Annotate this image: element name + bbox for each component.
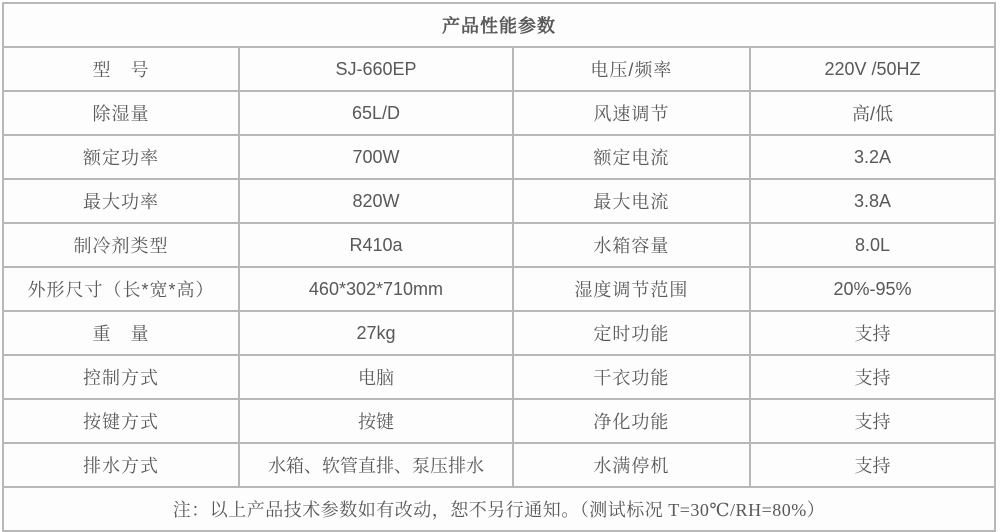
spec-label-max-current: 最大电流: [513, 179, 750, 223]
table-row: [3, 135, 995, 179]
table-row: [3, 47, 995, 91]
table-row: [3, 443, 995, 487]
table-row: [3, 355, 995, 399]
spec-label-timer-function: 定时功能: [513, 311, 750, 355]
spec-value-full-tank-stop: 支持: [750, 443, 995, 487]
spec-value-max-current: 3.8A: [750, 179, 995, 223]
table-row: [3, 399, 995, 443]
spec-label-purify-function: 净化功能: [513, 399, 750, 443]
spec-label-full-tank-stop: 水满停机: [513, 443, 750, 487]
spec-value-dry-clothes-function: 支持: [750, 355, 995, 399]
spec-value-tank-capacity: 8.0L: [750, 223, 995, 267]
spec-label-model: 型 号: [3, 47, 239, 91]
spec-value-rated-current: 3.2A: [750, 135, 995, 179]
spec-value-control-method: 电脑: [239, 355, 513, 399]
footer-note: 注：以上产品技术参数如有改动，恕不另行通知。（测试标况 T=30℃/RH=80%）: [3, 487, 995, 531]
spec-value-timer-function: 支持: [750, 311, 995, 355]
spec-label-tank-capacity: 水箱容量: [513, 223, 750, 267]
spec-label-drainage-method: 排水方式: [3, 443, 239, 487]
spec-label-voltage-frequency: 电压/频率: [513, 47, 750, 91]
spec-value-button-type: 按键: [239, 399, 513, 443]
footer-row: [3, 487, 995, 531]
spec-value-drainage-method: 水箱、软管直排、泵压排水: [239, 443, 513, 487]
spec-label-fan-speed: 风速调节: [513, 91, 750, 135]
spec-label-dimensions: 外形尺寸（长*宽*高）: [3, 267, 239, 311]
table-row: [3, 179, 995, 223]
table-row: [3, 267, 995, 311]
spec-label-max-power: 最大功率: [3, 179, 239, 223]
spec-value-purify-function: 支持: [750, 399, 995, 443]
spec-value-weight: 27kg: [239, 311, 513, 355]
page-title: 产品性能参数: [3, 3, 995, 47]
spec-value-max-power: 820W: [239, 179, 513, 223]
spec-label-refrigerant-type: 制冷剂类型: [3, 223, 239, 267]
spec-value-model: SJ-660EP: [239, 47, 513, 91]
spec-value-refrigerant-type: R410a: [239, 223, 513, 267]
product-spec-table: [2, 2, 996, 532]
spec-label-rated-power: 额定功率: [3, 135, 239, 179]
spec-label-control-method: 控制方式: [3, 355, 239, 399]
spec-label-rated-current: 额定电流: [513, 135, 750, 179]
spec-value-humidity-range: 20%-95%: [750, 267, 995, 311]
spec-label-button-type: 按键方式: [3, 399, 239, 443]
table-row: [3, 311, 995, 355]
table-row: [3, 91, 995, 135]
spec-value-fan-speed: 高/低: [750, 91, 995, 135]
spec-label-dry-clothes-function: 干衣功能: [513, 355, 750, 399]
spec-label-humidity-range: 湿度调节范围: [513, 267, 750, 311]
spec-value-voltage-frequency: 220V /50HZ: [750, 47, 995, 91]
spec-value-rated-power: 700W: [239, 135, 513, 179]
spec-label-dehumidifying-capacity: 除湿量: [3, 91, 239, 135]
spec-label-weight: 重 量: [3, 311, 239, 355]
title-row: [3, 3, 995, 47]
spec-value-dimensions: 460*302*710mm: [239, 267, 513, 311]
spec-value-dehumidifying-capacity: 65L/D: [239, 91, 513, 135]
table-row: [3, 223, 995, 267]
